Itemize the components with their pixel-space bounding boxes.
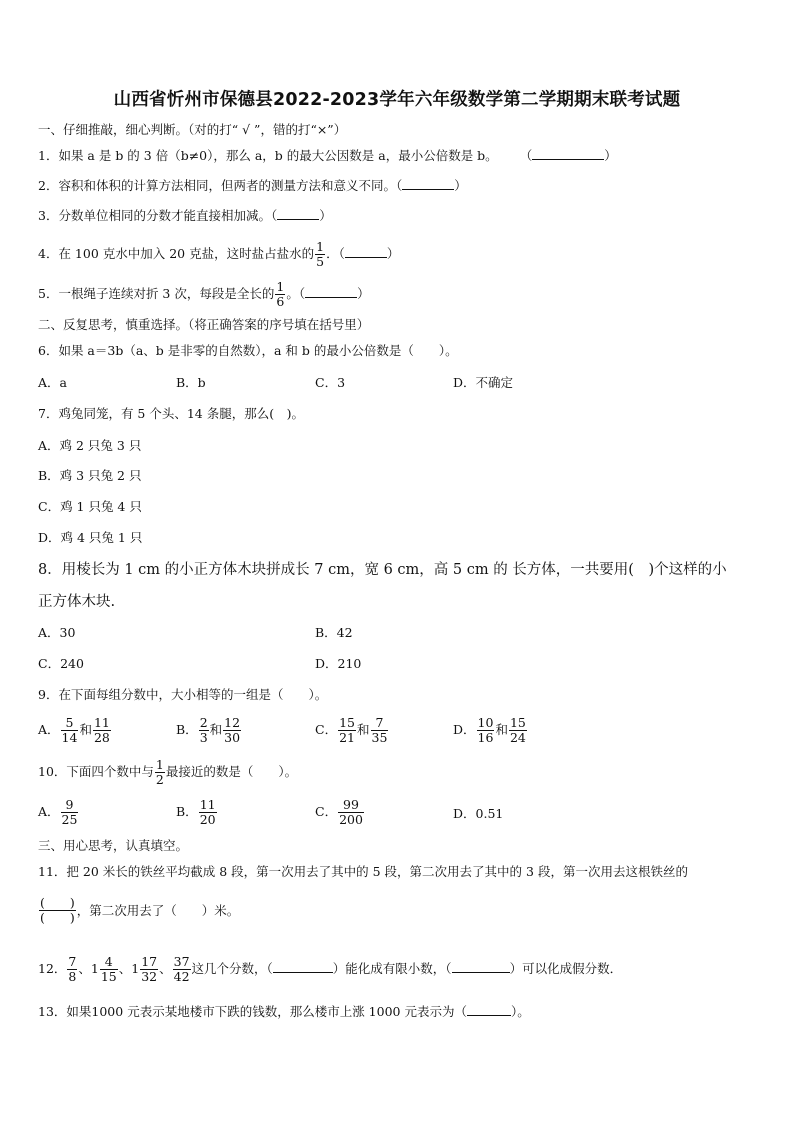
fraction-numerator: 2 xyxy=(199,715,208,731)
question-7: 7．鸡兔同笼，有 5 个头、14 条腿，那么( )。 xyxy=(38,406,304,421)
option-label: B． xyxy=(176,804,198,819)
fraction-numerator: 7 xyxy=(68,954,77,970)
fraction-numerator: 11 xyxy=(93,715,110,731)
question-3-close-paren: ） xyxy=(319,208,332,223)
option-label: D． xyxy=(453,806,476,821)
fraction-numerator: ( ) xyxy=(40,895,75,910)
fraction-denominator: 28 xyxy=(93,730,110,745)
fraction xyxy=(61,798,79,827)
question-12-label: 12． xyxy=(38,961,67,976)
fraction xyxy=(199,798,217,827)
fraction-denominator: 15 xyxy=(100,969,117,984)
question-11-line-1: 11．把 20 米长的铁丝平均截成 8 段，第一次用去了其中的 5 段，第二次用去了其中的 3 段，第一次用去这根铁丝的 xyxy=(38,864,688,879)
fraction xyxy=(371,716,389,745)
fraction xyxy=(338,716,356,745)
fraction-denominator: 21 xyxy=(339,730,355,745)
question-1 xyxy=(38,146,617,166)
question-1-blank[interactable] xyxy=(532,146,604,160)
fraction-denominator: 5 xyxy=(316,254,325,269)
and-text: 和 xyxy=(209,722,223,737)
fraction-numerator: 37 xyxy=(173,954,190,970)
question-7-option-c[interactable]: C．鸡 1 只兔 4 只 xyxy=(38,499,142,514)
fraction-denominator: ( ) xyxy=(40,909,75,925)
question-10-option-a[interactable] xyxy=(38,794,79,830)
question-12-blank-1[interactable] xyxy=(273,959,333,973)
fraction-denominator: 14 xyxy=(61,730,78,745)
fraction-denominator: 42 xyxy=(173,969,190,984)
section-1-heading: 一、仔细推敲，细心判断。（对的打“ √ ”，错的打“×”） xyxy=(38,122,347,137)
question-12 xyxy=(38,950,622,988)
question-4 xyxy=(38,236,399,272)
fraction-numerator: 5 xyxy=(65,715,74,731)
question-10-option-c[interactable] xyxy=(315,794,365,830)
and-text: 和 xyxy=(495,722,508,737)
question-8-option-c[interactable]: C．240 xyxy=(38,656,84,671)
page-title: 山西省忻州市保德县2022-2023学年六年级数学第二学期期末联考试题 xyxy=(113,90,681,110)
fraction-denominator: 2 xyxy=(155,772,164,787)
question-6-option-d[interactable]: D．不确定 xyxy=(453,375,514,390)
and-text: 和 xyxy=(356,722,370,737)
separator: 、 xyxy=(118,961,132,976)
question-9-option-a[interactable] xyxy=(38,712,112,748)
question-4-blank[interactable] xyxy=(345,244,387,258)
fraction-denominator: 16 xyxy=(477,730,494,745)
question-12-text: ）可以化成假分数． xyxy=(509,961,623,976)
question-4-open-paren: ．（ xyxy=(326,246,345,261)
question-8-option-b[interactable]: B．42 xyxy=(315,625,353,640)
question-10 xyxy=(38,754,297,790)
fraction xyxy=(199,716,209,745)
question-2-close-paren: ） xyxy=(454,178,467,193)
option-label: C． xyxy=(315,722,338,737)
fraction xyxy=(140,955,158,984)
question-8-line-1: 8．用棱长为 1 cm 的小正方体木块拼成长 7 cm，宽 6 cm，高 5 cm 的 长方体，一共要用( )个这样的小 xyxy=(38,562,727,578)
fraction xyxy=(509,716,527,745)
question-8-option-a[interactable]: A．30 xyxy=(38,625,76,640)
question-9-option-d[interactable] xyxy=(453,712,528,748)
question-12-text: ）能化成有限小数，（ xyxy=(332,961,452,976)
question-5-blank[interactable] xyxy=(305,284,357,298)
whole-number: 1 xyxy=(131,961,140,976)
option-label: A． xyxy=(38,722,60,737)
question-5 xyxy=(38,276,370,312)
fraction xyxy=(223,716,241,745)
option-label: C． xyxy=(315,804,338,819)
question-2-text: 2．容积和体积的计算方法相同，但两者的测量方法和意义不同。 xyxy=(38,178,396,193)
question-4-fraction xyxy=(315,240,325,269)
question-12-text: 这几个分数，（ xyxy=(191,961,273,976)
fraction-numerator: 7 xyxy=(375,715,384,731)
question-6-option-a[interactable]: A．a xyxy=(38,375,67,390)
fraction xyxy=(477,716,495,745)
separator: 、 xyxy=(78,961,91,976)
fraction xyxy=(93,716,111,745)
question-10-text: 10．下面四个数中与 xyxy=(38,764,154,779)
question-3 xyxy=(38,206,332,226)
question-4-close-paren: ） xyxy=(386,246,400,261)
question-9-option-c[interactable] xyxy=(315,712,389,748)
question-10-option-d[interactable] xyxy=(453,804,503,824)
question-13-blank[interactable] xyxy=(467,1002,511,1016)
fraction-denominator: 3 xyxy=(199,730,208,745)
fraction-denominator: 25 xyxy=(61,812,78,827)
fraction-numerator: 10 xyxy=(477,715,494,731)
fraction-numerator: 1 xyxy=(276,279,285,295)
question-1-open-paren: （ xyxy=(519,148,533,163)
fraction-denominator: 24 xyxy=(509,730,526,745)
question-11-text-end: ，第二次用去了（ ）米。 xyxy=(76,902,240,918)
question-3-open-paren: （ xyxy=(270,208,278,223)
question-5-text: 5．一根绳子连续对折 3 次，每段是全长的 xyxy=(38,286,275,301)
question-3-blank[interactable] xyxy=(277,206,319,220)
question-9-option-b[interactable] xyxy=(176,712,242,748)
fraction-numerator: 15 xyxy=(339,715,355,731)
question-7-option-b[interactable]: B．鸡 3 只兔 2 只 xyxy=(38,468,142,483)
section-2-heading: 二、反复思考，慎重选择。（将正确答案的序号填在括号里） xyxy=(38,317,370,332)
question-5-open-paren: 。（ xyxy=(286,286,306,301)
question-13 xyxy=(38,1002,530,1022)
fraction-numerator: 1 xyxy=(316,239,325,255)
fraction-denominator: 35 xyxy=(371,730,388,745)
separator: 、 xyxy=(159,961,172,976)
option-label: A． xyxy=(38,804,60,819)
question-8-line-2: 正方体木块. xyxy=(38,594,116,610)
option-label: B． xyxy=(176,722,198,737)
question-5-close-paren: ） xyxy=(357,286,370,301)
option-label: D． xyxy=(453,722,476,737)
question-12-blank-2[interactable] xyxy=(452,959,510,973)
fraction-numerator: 9 xyxy=(65,797,74,813)
question-6-option-c[interactable]: C．3 xyxy=(315,375,346,390)
section-3-heading: 三、用心思考，认真填空。 xyxy=(38,838,189,853)
fraction xyxy=(100,955,118,984)
fraction-numerator: 12 xyxy=(224,715,241,731)
fraction-denominator: 20 xyxy=(199,812,216,827)
option-value: 0.51 xyxy=(475,806,504,821)
fraction-denominator: 30 xyxy=(224,730,241,745)
and-text: 和 xyxy=(79,722,92,737)
question-7-option-a[interactable]: A．鸡 2 只兔 3 只 xyxy=(38,438,142,453)
question-1-text: 1．如果 a 是 b 的 3 倍（b≠0），那么 a，b 的最大公因数是 a，最小公倍数是 b。 xyxy=(38,148,498,163)
fraction xyxy=(67,955,77,984)
question-1-close-paren: ） xyxy=(604,148,617,163)
fraction-numerator: 11 xyxy=(199,797,216,813)
question-6-option-b[interactable]: B．b xyxy=(176,375,206,390)
fraction xyxy=(338,798,364,827)
fraction-denominator: 8 xyxy=(68,969,77,984)
fraction-numerator: 99 xyxy=(343,797,359,813)
question-2-open-paren: （ xyxy=(395,178,403,193)
question-8-option-d[interactable]: D．210 xyxy=(315,656,362,671)
question-7-option-d[interactable]: D．鸡 4 只兔 1 只 xyxy=(38,530,143,545)
fraction-numerator: 1 xyxy=(155,757,164,773)
question-5-fraction xyxy=(275,280,285,309)
fraction-numerator: 15 xyxy=(509,715,526,731)
question-6: 6．如果 a＝3b（a、b 是非零的自然数），a 和 b 的最小公倍数是（ ）。 xyxy=(38,343,458,358)
question-10-fraction xyxy=(155,758,165,787)
question-10-option-b[interactable] xyxy=(176,794,218,830)
question-13-text: 13．如果1000 元表示某地楼市下跌的钱数，那么楼市上涨 1000 元表示为（ xyxy=(38,1004,467,1019)
question-4-text: 4．在 100 克水中加入 20 克盐，这时盐占盐水的 xyxy=(38,246,315,261)
question-13-close-paren: ）。 xyxy=(510,1004,530,1019)
question-2 xyxy=(38,176,467,196)
fraction-denominator: 6 xyxy=(276,294,285,309)
fraction xyxy=(173,955,191,984)
fraction-denominator: 32 xyxy=(141,969,158,984)
fraction xyxy=(61,716,79,745)
question-11-fraction-blank[interactable] xyxy=(39,896,76,925)
whole-number: 1 xyxy=(90,961,99,976)
fraction-denominator: 200 xyxy=(339,812,363,827)
question-11-line-2 xyxy=(38,896,239,925)
question-10-text-end: 最接近的数是（ ）。 xyxy=(165,764,298,779)
fraction-numerator: 17 xyxy=(141,954,158,970)
question-2-blank[interactable] xyxy=(402,176,454,190)
question-3-text: 3．分数单位相同的分数才能直接相加减。 xyxy=(38,208,271,223)
question-9: 9．在下面每组分数中，大小相等的一组是（ ）。 xyxy=(38,687,328,702)
fraction-numerator: 4 xyxy=(104,954,113,970)
